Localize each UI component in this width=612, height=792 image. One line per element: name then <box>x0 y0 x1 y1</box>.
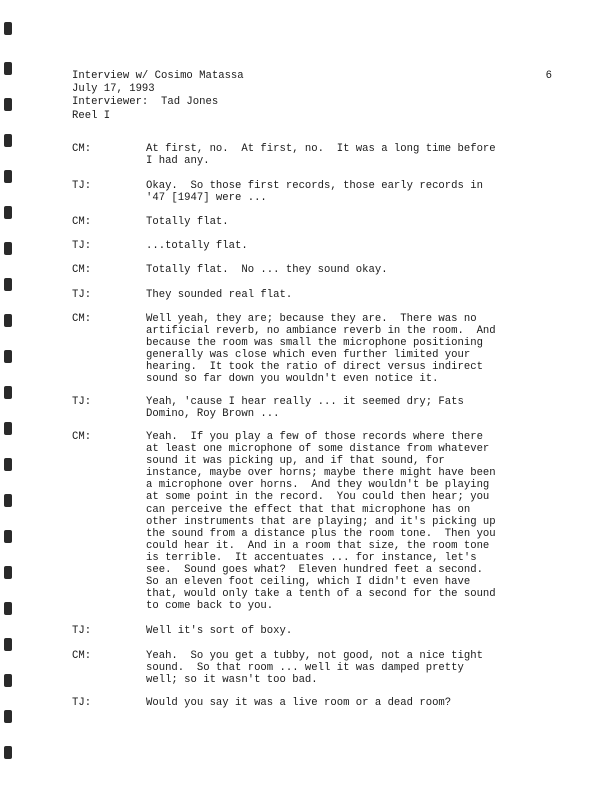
dialogue-turn <box>72 180 552 204</box>
speaker-label: CM: <box>72 264 92 276</box>
dialogue-text: ...totally flat. <box>146 240 248 252</box>
dialogue-text: Yeah. If you play a few of those records where there at least one microphone of some distance from whatever sound it was picking up, and if that sound, for instance, maybe over horns; maybe there might have been a microphone over horns. And they wouldn't be playing at some point in the record. You could then hear; you can perceive the effect that that microphone has on other instruments that are playing; and it's picking up the sound from a distance plus the room tone. Then you could hear it. And in a room that size, the room tone is terrible. It accentuates ... for instance, let's see. Sound goes what? Eleven hundred feet a second. So an eleven foot ceiling, which I didn't even have that, would only take a tenth of a second for the sound to come back to you. <box>146 431 496 613</box>
speaker-label: CM: <box>72 431 92 443</box>
dialogue-text: Yeah. So you get a tubby, not good, not a nice tight sound. So that room ... well it was damped pretty well; so it wasn't too bad. <box>146 650 483 687</box>
binding-hole <box>4 134 12 147</box>
binding-holes <box>0 0 22 792</box>
speaker-label: CM: <box>72 650 92 662</box>
dialogue-turn <box>72 650 552 686</box>
binding-hole <box>4 98 12 111</box>
dialogue-turn <box>72 264 552 276</box>
speaker-label: CM: <box>72 143 92 155</box>
binding-hole <box>4 746 12 759</box>
dialogue-turn <box>72 289 552 301</box>
binding-hole <box>4 170 12 183</box>
speaker-label: TJ: <box>72 240 92 252</box>
binding-hole <box>4 62 12 75</box>
binding-hole <box>4 674 12 687</box>
interview-title: Interview w/ Cosimo Matassa <box>72 70 244 82</box>
dialogue-text: Okay. So those first records, those early records in '47 [1947] were ... <box>146 180 483 205</box>
binding-hole <box>4 422 12 435</box>
dialogue-turn <box>72 697 552 709</box>
binding-hole <box>4 206 12 219</box>
speaker-label: CM: <box>72 216 92 228</box>
document-header <box>72 70 552 123</box>
speaker-label: TJ: <box>72 180 92 192</box>
binding-hole <box>4 458 12 471</box>
binding-hole <box>4 530 12 543</box>
dialogue-turn <box>72 396 552 420</box>
dialogue-text: At first, no. At first, no. It was a long time before I had any. <box>146 143 496 168</box>
speaker-label: TJ: <box>72 697 92 709</box>
reel-label: Reel I <box>72 109 111 122</box>
dialogue-text: Would you say it was a live room or a dead room? <box>146 697 452 709</box>
interviewer-name: Interviewer: Tad Jones <box>72 96 219 109</box>
binding-hole <box>4 386 12 399</box>
speaker-label: TJ: <box>72 396 92 408</box>
dialogue-text: Totally flat. <box>146 216 229 228</box>
binding-hole <box>4 494 12 507</box>
binding-hole <box>4 710 12 723</box>
binding-hole <box>4 314 12 327</box>
speaker-label: TJ: <box>72 289 92 301</box>
binding-hole <box>4 350 12 363</box>
dialogue-text: They sounded real flat. <box>146 289 293 301</box>
dialogue-text: Totally flat. No ... they sound okay. <box>146 264 388 276</box>
page-number: 6 <box>545 70 552 82</box>
dialogue-turn <box>72 625 552 637</box>
dialogue-text: Well it's sort of boxy. <box>146 625 293 637</box>
dialogue-text: Yeah, 'cause I hear really ... it seemed dry; Fats Domino, Roy Brown ... <box>146 396 464 421</box>
dialogue-turn <box>72 431 552 612</box>
speaker-label: CM: <box>72 313 92 325</box>
binding-hole <box>4 278 12 291</box>
binding-hole <box>4 22 12 35</box>
dialogue-turn <box>72 240 552 252</box>
binding-hole <box>4 566 12 579</box>
dialogue-text: Well yeah, they are; because they are. There was no artificial reverb, no ambiance reverb in the room. And because the room was small the microphone positioning generally was close which even further limited your hearing. It took the ratio of direct versus indirect sound so far down you wouldn't even notice it. <box>146 313 496 386</box>
dialogue-turn <box>72 313 552 386</box>
speaker-label: TJ: <box>72 625 92 637</box>
dialogue-turn <box>72 143 552 167</box>
binding-hole <box>4 638 12 651</box>
interview-date: July 17, 1993 <box>72 83 155 96</box>
binding-hole <box>4 242 12 255</box>
binding-hole <box>4 602 12 615</box>
dialogue-turn <box>72 216 552 228</box>
